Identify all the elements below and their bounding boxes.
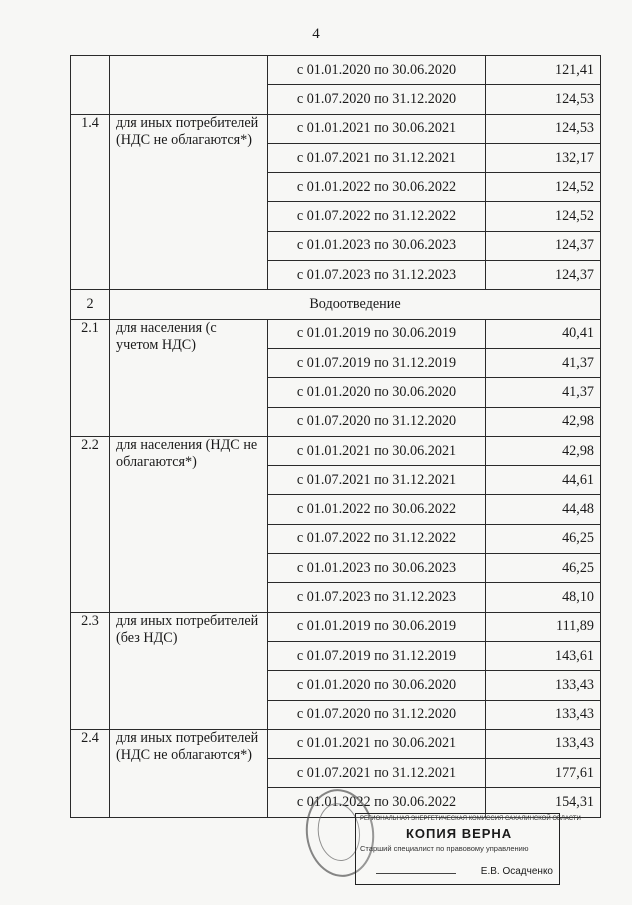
tariff-period: с 01.07.2020 по 31.12.2020 bbox=[268, 407, 486, 436]
tariff-value: 42,98 bbox=[486, 436, 601, 465]
section-row bbox=[71, 290, 601, 319]
tariff-value: 133,43 bbox=[486, 729, 601, 758]
tariff-value: 46,25 bbox=[486, 554, 601, 583]
tariff-table-body bbox=[71, 56, 601, 818]
tariff-value: 42,98 bbox=[486, 407, 601, 436]
tariff-period: с 01.07.2020 по 31.12.2020 bbox=[268, 700, 486, 729]
tariff-table bbox=[70, 55, 601, 818]
consumer-category: для иных потребителей (НДС не облагаются*) bbox=[110, 729, 268, 817]
table-row bbox=[71, 436, 601, 465]
tariff-period: с 01.07.2020 по 31.12.2020 bbox=[268, 85, 486, 114]
tariff-value: 124,37 bbox=[486, 261, 601, 290]
consumer-continued bbox=[110, 56, 268, 115]
certified-copy-stamp bbox=[355, 813, 581, 885]
tariff-value: 40,41 bbox=[486, 319, 601, 348]
tariff-value: 177,61 bbox=[486, 759, 601, 788]
tariff-value: 132,17 bbox=[486, 143, 601, 172]
consumer-category: для населения (НДС не облагаются*) bbox=[110, 436, 268, 612]
tariff-value: 124,53 bbox=[486, 85, 601, 114]
stamp-organization: РЕГИОНАЛЬНАЯ ЭНЕРГЕТИЧЕСКАЯ КОМИССИЯ САХАЛИНСКОЙ ОБЛАСТИ bbox=[360, 816, 581, 822]
tariff-value: 124,52 bbox=[486, 202, 601, 231]
consumer-category: для иных потребителей (НДС не облагаются*) bbox=[110, 114, 268, 290]
tariff-period: с 01.01.2020 по 30.06.2020 bbox=[268, 56, 486, 85]
tariff-period: с 01.07.2019 по 31.12.2019 bbox=[268, 641, 486, 670]
tariff-period: с 01.01.2020 по 30.06.2020 bbox=[268, 671, 486, 700]
section-number: 2 bbox=[71, 290, 110, 319]
consumer-category: для населения (с учетом НДС) bbox=[110, 319, 268, 436]
tariff-period: с 01.01.2022 по 30.06.2022 bbox=[268, 173, 486, 202]
tariff-value: 111,89 bbox=[486, 612, 601, 641]
item-number: 1.4 bbox=[71, 114, 110, 290]
section-title: Водоотведение bbox=[110, 290, 601, 319]
tariff-value: 44,61 bbox=[486, 466, 601, 495]
tariff-value: 44,48 bbox=[486, 495, 601, 524]
tariff-period: с 01.07.2022 по 31.12.2022 bbox=[268, 202, 486, 231]
stamp-title: КОПИЯ ВЕРНА bbox=[406, 826, 513, 841]
stamp-position: Старший специалист по правовому управлению bbox=[360, 844, 529, 853]
table-row bbox=[71, 319, 601, 348]
tariff-value: 124,52 bbox=[486, 173, 601, 202]
table-row bbox=[71, 56, 601, 85]
tariff-value: 124,53 bbox=[486, 114, 601, 143]
tariff-period: с 01.07.2021 по 31.12.2021 bbox=[268, 466, 486, 495]
tariff-value: 46,25 bbox=[486, 524, 601, 553]
tariff-period: с 01.07.2021 по 31.12.2021 bbox=[268, 759, 486, 788]
page-number: 4 bbox=[312, 26, 320, 42]
table-row bbox=[71, 612, 601, 641]
tariff-period: с 01.01.2019 по 30.06.2019 bbox=[268, 319, 486, 348]
tariff-value: 48,10 bbox=[486, 583, 601, 612]
tariff-period: с 01.01.2022 по 30.06.2022 bbox=[268, 495, 486, 524]
item-number: 2.4 bbox=[71, 729, 110, 817]
tariff-period: с 01.01.2023 по 30.06.2023 bbox=[268, 554, 486, 583]
tariff-period: с 01.01.2021 по 30.06.2021 bbox=[268, 436, 486, 465]
tariff-period: с 01.01.2019 по 30.06.2019 bbox=[268, 612, 486, 641]
tariff-period: с 01.01.2021 по 30.06.2021 bbox=[268, 729, 486, 758]
tariff-value: 143,61 bbox=[486, 641, 601, 670]
tariff-value: 154,31 bbox=[486, 788, 601, 817]
signature-line bbox=[376, 867, 456, 874]
tariff-period: с 01.01.2023 по 30.06.2023 bbox=[268, 231, 486, 260]
consumer-category: для иных потребителей (без НДС) bbox=[110, 612, 268, 729]
tariff-period: с 01.01.2021 по 30.06.2021 bbox=[268, 114, 486, 143]
item-number-continued bbox=[71, 56, 110, 115]
tariff-value: 41,37 bbox=[486, 378, 601, 407]
item-number: 2.2 bbox=[71, 436, 110, 612]
tariff-period: с 01.01.2020 по 30.06.2020 bbox=[268, 378, 486, 407]
tariff-period: с 01.07.2023 по 31.12.2023 bbox=[268, 583, 486, 612]
tariff-value: 133,43 bbox=[486, 700, 601, 729]
tariff-period: с 01.01.2022 по 30.06.2022 bbox=[268, 788, 486, 817]
table-row bbox=[71, 729, 601, 758]
item-number: 2.3 bbox=[71, 612, 110, 729]
tariff-period: с 01.07.2023 по 31.12.2023 bbox=[268, 261, 486, 290]
tariff-value: 133,43 bbox=[486, 671, 601, 700]
tariff-value: 121,41 bbox=[486, 56, 601, 85]
tariff-period: с 01.07.2021 по 31.12.2021 bbox=[268, 143, 486, 172]
stamp-signer: Е.В. Осадченко bbox=[480, 866, 553, 877]
tariff-value: 41,37 bbox=[486, 348, 601, 377]
tariff-value: 124,37 bbox=[486, 231, 601, 260]
tariff-period: с 01.07.2019 по 31.12.2019 bbox=[268, 348, 486, 377]
tariff-period: с 01.07.2022 по 31.12.2022 bbox=[268, 524, 486, 553]
item-number: 2.1 bbox=[71, 319, 110, 436]
table-row bbox=[71, 114, 601, 143]
